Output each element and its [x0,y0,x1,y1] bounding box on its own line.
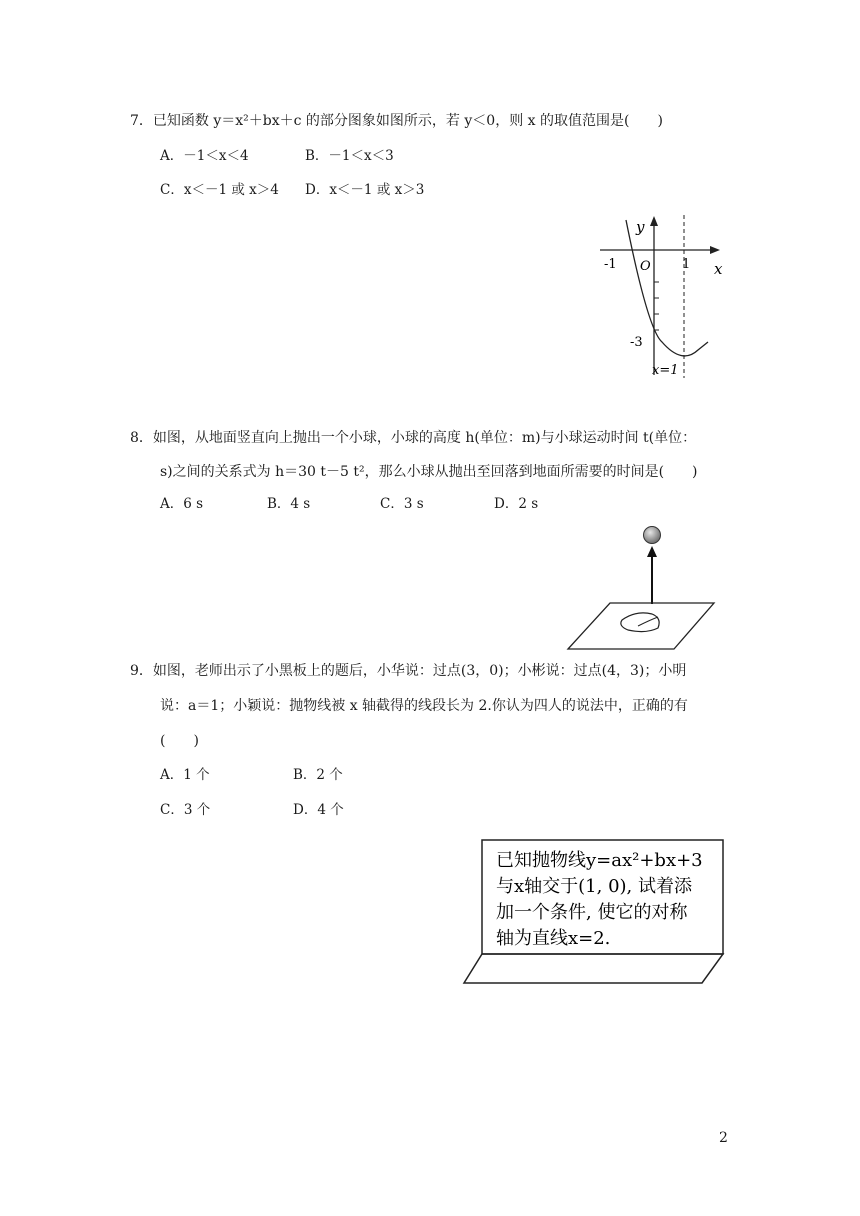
page-number: 2 [719,1130,728,1146]
q8-stem-line2: s)之间的关系式为 h＝30 t－5 t²，那么小球从抛出至回落到地面所需要的时间是( ) [160,464,698,480]
q7-parabola-graph [590,210,730,385]
up-arrow-head [647,546,657,557]
board-line-2: 与x轴交于(1, 0), 试着添 [496,876,692,897]
q7-option-c: C．x＜－1 或 x＞4 [160,182,279,198]
q7-option-a: A．－1＜x＜4 [160,148,249,164]
q8-ball-figure [566,522,716,652]
symmetry-axis-label: x=1 [652,363,679,378]
q9-option-d: D．4 个 [293,802,344,818]
q9-option-c: C．3 个 [160,802,211,818]
q7-stem: 7．已知函数 y＝x²＋bx＋c 的部分图象如图所示，若 y＜0，则 x 的取值范围是( ) [130,113,663,129]
tick-label-1: 1 [682,257,691,272]
q9-blackboard-figure [462,838,727,986]
hand-icon [621,613,659,632]
q9-stem-line1: 9．如图，老师出示了小黑板上的题后，小华说：过点(3，0)；小彬说：过点(4，3)；小明 [130,663,687,679]
q9-stem-line2: 说：a＝1；小颖说：抛物线被 x 轴截得的线段长为 2.你认为四人的说法中，正确的有 [160,698,688,714]
tick-label-neg3: -3 [630,335,643,350]
board-line-4: 轴为直线x=2. [496,928,611,949]
q9-option-a: A．1 个 [160,767,210,783]
q9-stem-line3: ( ) [160,733,199,749]
q7-option-d: D．x＜－1 或 x＞3 [305,182,425,198]
q8-option-d: D．2 s [494,496,539,512]
tick-label-neg1: -1 [604,257,617,272]
q8-option-c: C．3 s [380,496,424,512]
q8-stem-line1: 8．如图，从地面竖直向上抛出一个小球，小球的高度 h(单位：m)与小球运动时间 t(单位： [130,430,697,446]
origin-label: O [640,259,651,274]
ball-icon [644,527,661,544]
board-line-1: 已知抛物线y=ax²+bx+3 [496,850,703,871]
ground-plane [568,603,714,649]
x-axis-label: x [714,260,723,278]
q8-option-b: B．4 s [267,496,311,512]
q8-option-a: A．6 s [160,496,204,512]
q9-option-b: B．2 个 [293,767,343,783]
blackboard-stand [464,954,723,983]
x-axis-arrow [710,246,720,254]
board-line-3: 加一个条件, 使它的对称 [496,902,688,923]
y-axis-arrow [650,216,658,226]
y-axis-label: y [636,218,645,236]
q7-option-b: B．－1＜x＜3 [305,148,394,164]
